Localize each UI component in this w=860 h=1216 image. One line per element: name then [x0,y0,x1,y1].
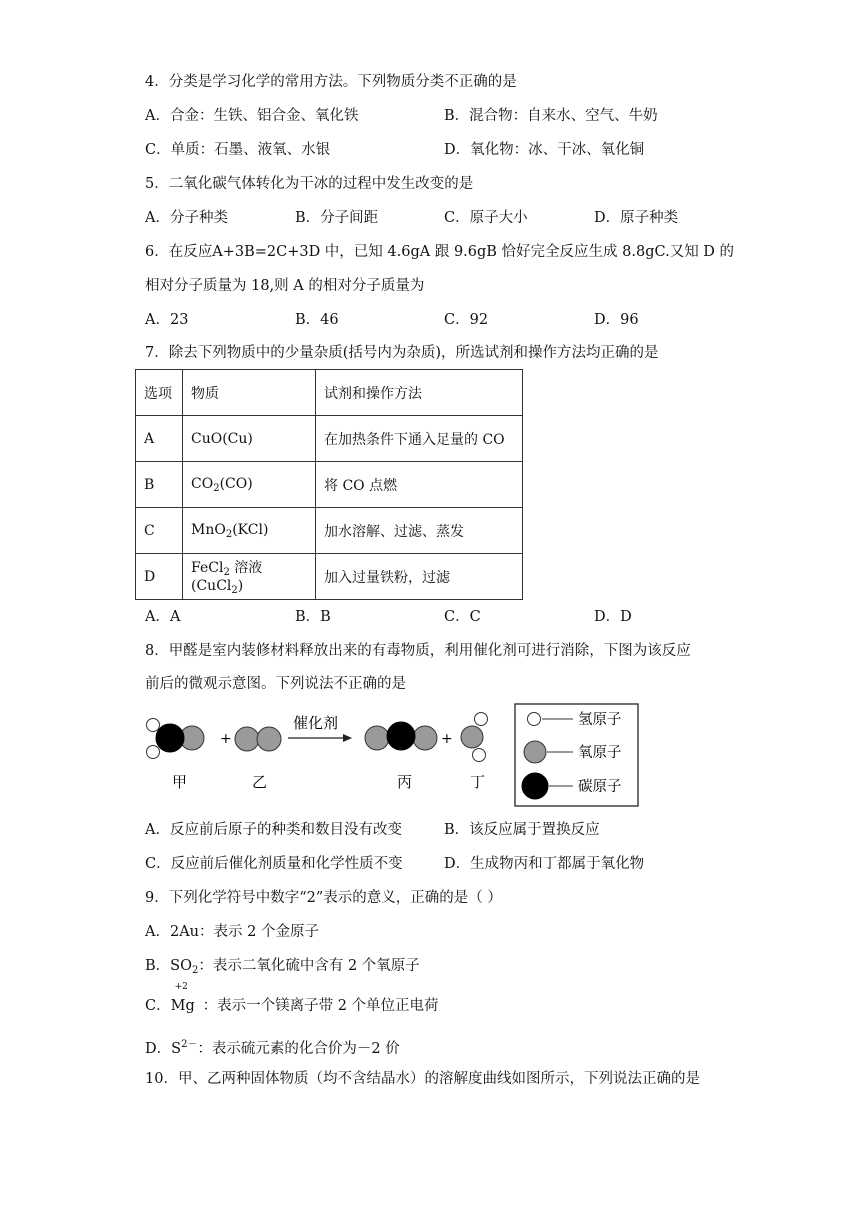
legend-carbon: 碳原子 [578,779,622,795]
oxygen-atom-icon [524,741,546,763]
table-cell-substance: $CO_2(CO)$ [183,462,316,508]
mg-valence-sup: +2 [174,982,188,992]
legend-oxygen: 氧原子 [578,745,622,761]
q7-option-a: A．A [145,609,181,625]
q6-option-c: C．92 [444,312,489,328]
q5-option-b: B．分子间距 [295,210,379,226]
carbon-atom-icon [522,773,548,799]
q6-option-d: D．96 [594,312,639,328]
q9-stem: 9．下列化学符号中数字“2”表示的意义，正确的是（ ） [145,890,502,906]
table-cell-substance: MnO$_2$(KCl) [183,508,316,554]
q8-option-b: B．该反应属于置换反应 [444,822,600,838]
q9-option-d [145,1035,400,1059]
table-row [136,416,523,462]
q6-stem-line2: 相对分子质量为 18,则 A 的相对分子质量为 [145,278,425,294]
q9-option-d-prefix: D．S [145,1041,182,1057]
q8-stem-line1: 8．甲醛是室内装修材料释放出来的有毒物质，利用催化剂可进行消除，下图为该反应 [145,643,691,659]
q9-option-c-text: ：表示一个镁离子带 2 个单位正电荷 [202,998,439,1014]
legend-hydrogen: 氢原子 [578,712,622,728]
label-bing: 丙 [397,773,413,791]
molecule-jia [147,719,205,759]
table-row [136,370,523,416]
q8-option-d: D．生成物丙和丁都属于氧化物 [444,856,645,872]
table-cell-substance: CuO(Cu) [183,416,316,462]
q4-option-c: C．单质：石墨、液氧、水银 [145,142,331,158]
table-cell-option: D [136,554,183,600]
table-row [136,508,523,554]
q10-stem: 10．甲、乙两种固体物质（均不含结晶水）的溶解度曲线如图所示，下列说法正确的是 [145,1071,700,1087]
molecule-ding [461,713,488,762]
table-cell-method: 在加热条件下通入足量的 CO [316,416,523,462]
table-header-option: 选项 [136,370,183,416]
arrow-head-icon [343,734,352,742]
reaction-diagram [140,703,640,809]
q8-stem-line2: 前后的微观示意图。下列说法不正确的是 [145,676,406,692]
q4-option-b: B．混合物：自来水、空气、牛奶 [444,108,658,124]
q9-option-c [145,982,439,1016]
catalyst-label: 催化剂 [293,714,339,732]
q9-option-b-prefix: B．SO [145,958,192,974]
molecule-bing [365,722,437,750]
mg-valence-symbol [170,982,195,1016]
mg-symbol: Mg [170,998,195,1014]
plus-sign-2: + [441,731,453,747]
q9-option-c-prefix: C． [145,998,171,1014]
table-cell-method: 加水溶解、过滤、蒸发 [316,508,523,554]
q5-option-c: C．原子大小 [444,210,528,226]
q9-option-a: A．2Au：表示 2 个金原子 [145,924,319,940]
q7-stem: 7．除去下列物质中的少量杂质(括号内为杂质)，所选试剂和操作方法均正确的是 [145,345,659,361]
table-cell-option: C [136,508,183,554]
plus-sign-1: + [220,731,232,747]
q5-stem: 5．二氧化碳气体转化为干冰的过程中发生改变的是 [145,176,474,192]
q9-option-b-subscript: 2 [191,965,199,976]
q8-option-a: A．反应前后原子的种类和数目没有改变 [145,822,402,838]
q5-option-d: D．原子种类 [594,210,679,226]
q6-option-b: B．46 [295,312,339,328]
q9-option-d-superscript: 2－ [181,1039,198,1050]
q7-option-d: D．D [594,609,632,625]
q4-stem: 4．分类是学习化学的常用方法。下列物质分类不正确的是 [145,74,517,90]
table-cell-option: A [136,416,183,462]
q9-option-b-text: ：表示二氧化硫中含有 2 个氧原子 [198,958,420,974]
q6-stem-line1: 6．在反应A+3B=2C+3D 中，已知 4.6gA 跟 9.6gB 恰好完全反应生成 8.8gC.又知 D 的 [145,244,735,260]
q7-option-c: C．C [444,609,481,625]
q9-option-d-text: ：表示硫元素的化合价为－2 价 [197,1041,400,1057]
q7-table [135,369,523,600]
label-jia: 甲 [172,773,188,791]
molecule-yi [235,727,281,751]
table-row [136,462,523,508]
q4-option-d: D．氧化物：冰、干冰、氧化铜 [444,142,645,158]
hydrogen-atom-icon [528,713,541,726]
table-header-substance: 物质 [183,370,316,416]
label-ding: 丁 [470,773,486,791]
q9-option-b [145,956,420,981]
q8-option-c: C．反应前后催化剂质量和化学性质不变 [145,856,403,872]
table-cell-option: B [136,462,183,508]
q6-option-a: A．23 [145,312,189,328]
q4-option-a: A．合金：生铁、铝合金、氧化铁 [145,108,359,124]
table-cell-method: 加入过量铁粉，过滤 [316,554,523,600]
q5-option-a: A．分子种类 [145,210,228,226]
table-cell-substance: FeCl$_2$ 溶液(CuCl$_2$) [183,554,316,600]
q7-option-b: B．B [295,609,331,625]
table-header-method: 试剂和操作方法 [316,370,523,416]
table-row [136,554,523,600]
table-cell-method: 将 CO 点燃 [316,462,523,508]
label-yi: 乙 [252,773,268,791]
legend [515,704,638,806]
